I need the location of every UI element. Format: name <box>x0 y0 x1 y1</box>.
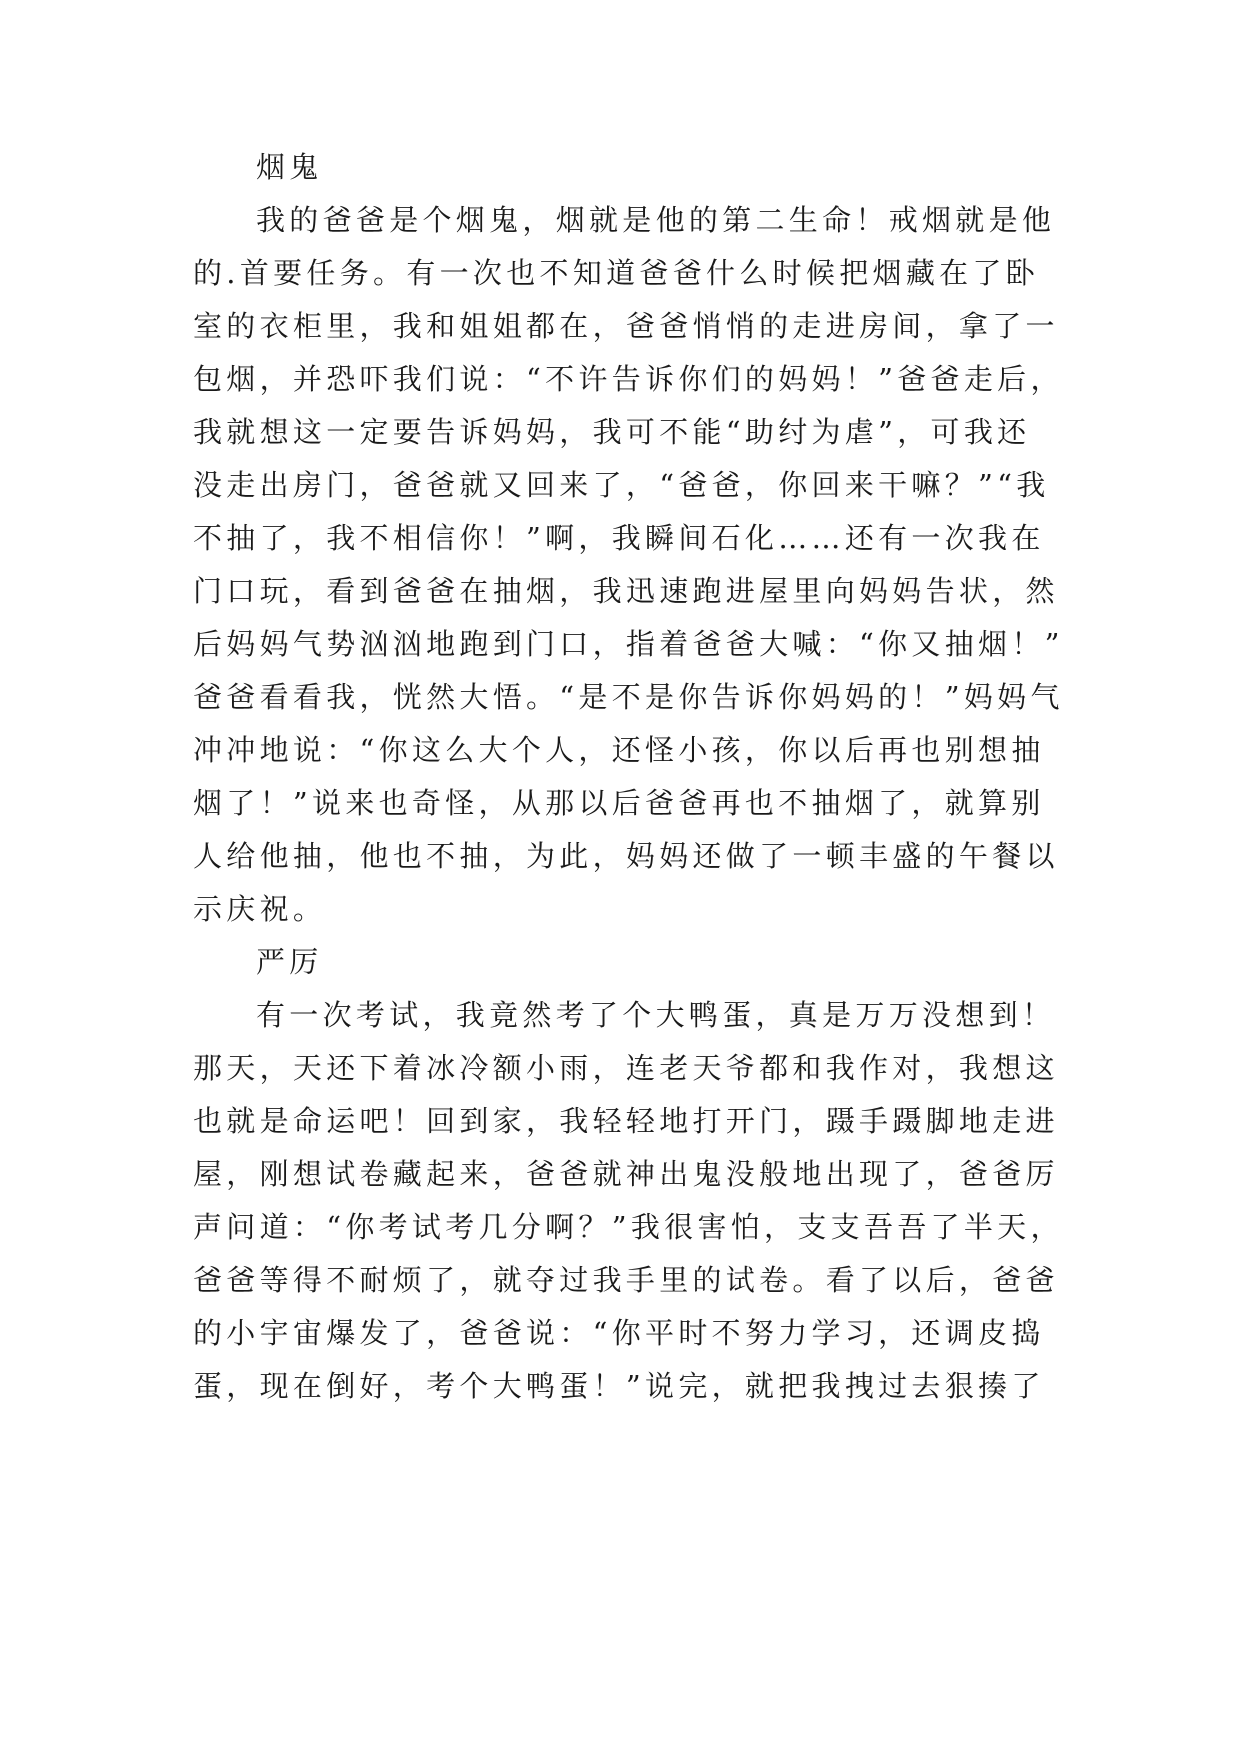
paragraph-line: 不抽了，我不相信你！”啊，我瞬间石化……还有一次我在 <box>193 521 1045 555</box>
paragraph-line: 屋，刚想试卷藏起来，爸爸就神出鬼没般地出现了，爸爸厉 <box>193 1157 1059 1191</box>
paragraph-line: 那天，天还下着冰冷额小雨，连老天爷都和我作对，我想这 <box>193 1051 1059 1085</box>
section-heading: 严厉 <box>256 945 323 979</box>
paragraph-line: 爸爸看看我，恍然大悟。“是不是你告诉你妈妈的！”妈妈气 <box>193 680 1064 714</box>
paragraph-line: 声问道：“你考试考几分啊？”我很害怕，支支吾吾了半天， <box>193 1210 1064 1244</box>
paragraph-line: 我就想这一定要告诉妈妈，我可不能“助纣为虐”，可我还 <box>193 415 1031 449</box>
paragraph-line: 烟了！”说来也奇怪，从那以后爸爸再也不抽烟了，就算别 <box>193 786 1045 820</box>
paragraph-line: 的.首要任务。有一次也不知道爸爸什么时候把烟藏在了卧 <box>193 256 1040 290</box>
paragraph-line: 的小宇宙爆发了，爸爸说：“你平时不努力学习，还调皮捣 <box>193 1316 1045 1350</box>
section-heading: 烟鬼 <box>256 150 323 184</box>
paragraph-line: 包烟，并恐吓我们说：“不许告诉你们的妈妈！”爸爸走后， <box>193 362 1064 396</box>
paragraph-line: 后妈妈气势汹汹地跑到门口，指着爸爸大喊：“你又抽烟！” <box>193 627 1064 661</box>
paragraph-line: 爸爸等得不耐烦了，就夺过我手里的试卷。看了以后，爸爸 <box>193 1263 1059 1297</box>
paragraph-line: 示庆祝。 <box>193 892 327 926</box>
paragraph-line: 人给他抽，他也不抽，为此，妈妈还做了一顿丰盛的午餐以 <box>193 839 1059 873</box>
paragraph-line: 蛋，现在倒好，考个大鸭蛋！”说完，就把我拽过去狠揍了 <box>193 1369 1045 1403</box>
paragraph-line: 有一次考试，我竟然考了个大鸭蛋，真是万万没想到！ <box>256 998 1056 1032</box>
paragraph-line: 没走出房门，爸爸就又回来了，“爸爸，你回来干嘛？”“我 <box>193 468 1050 502</box>
paragraph-line: 我的爸爸是个烟鬼，烟就是他的第二生命！戒烟就是他 <box>256 203 1056 237</box>
paragraph-line: 也就是命运吧！回到家，我轻轻地打开门，蹑手蹑脚地走进 <box>193 1104 1059 1138</box>
paragraph-line: 冲冲地说：“你这么大个人，还怪小孩，你以后再也别想抽 <box>193 733 1045 767</box>
paragraph-line: 门口玩，看到爸爸在抽烟，我迅速跑进屋里向妈妈告状，然 <box>193 574 1059 608</box>
paragraph-line: 室的衣柜里，我和姐姐都在，爸爸悄悄的走进房间，拿了一 <box>193 309 1059 343</box>
